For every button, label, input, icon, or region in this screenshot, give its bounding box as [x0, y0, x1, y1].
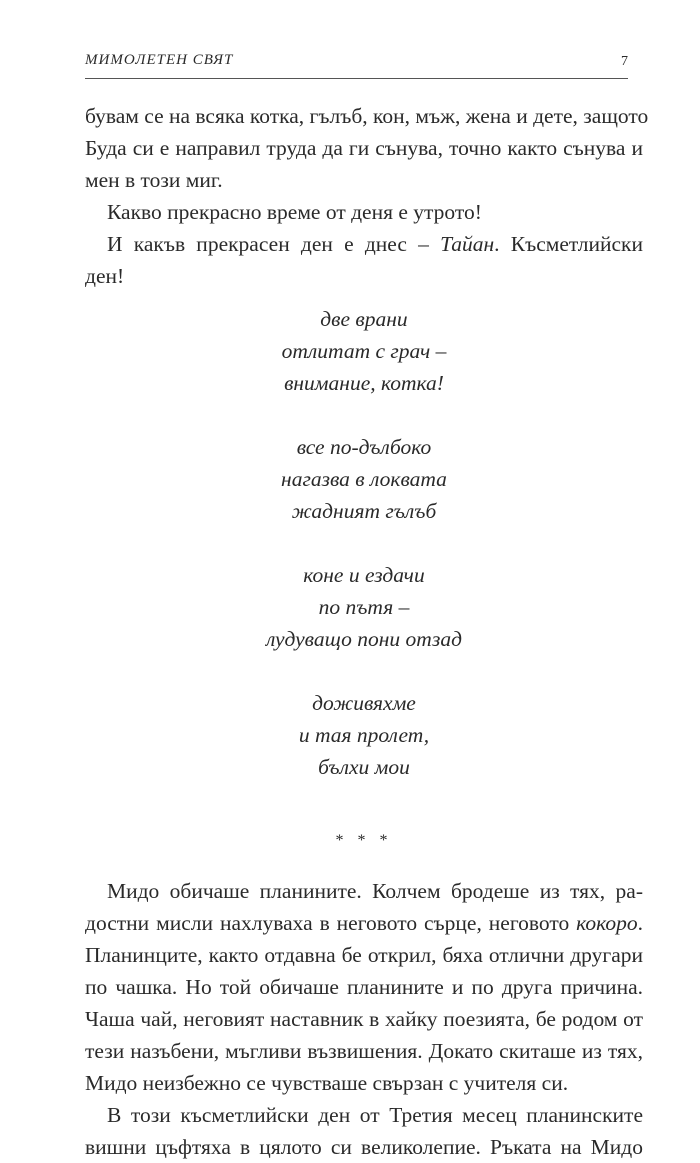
haiku-line: бълхи мои: [318, 755, 410, 779]
text-line: бувам се на всяка котка, гълъб, кон, мъж, жена и дете, защото: [85, 104, 649, 128]
text-run: . Късметлийски: [494, 232, 643, 256]
text-line: по чашка. Но той обичаше планините и по друга причина.: [85, 975, 643, 999]
haiku-stanza: [85, 303, 643, 399]
paragraph-2: [85, 196, 643, 228]
haiku-stanza: [85, 431, 643, 527]
text-line: ден!: [85, 264, 125, 288]
text-line: В този късметлийски ден от Третия месец планинските: [107, 1103, 643, 1127]
text-line: Мидо неизбежно се чувстваше свързан с учителя си.: [85, 1071, 569, 1095]
text-run: .: [637, 911, 643, 935]
haiku-line: коне и ездачи: [303, 563, 425, 587]
text-run: достни мисли нахлуваха в неговото сърце, неговото: [85, 911, 577, 935]
text-run: И какъв прекрасен ден е днес –: [107, 232, 441, 256]
haiku-line: жадният гълъб: [291, 499, 437, 523]
haiku-stanza: [85, 687, 643, 783]
haiku-line: лудуващо пони отзад: [265, 627, 463, 651]
paragraph-1: [85, 100, 649, 196]
text-line: Какво прекрасно време от деня е утрото!: [107, 200, 482, 224]
haiku-line: по пътя –: [318, 595, 410, 619]
text-line: [85, 907, 643, 939]
italic-term: Тайан: [440, 232, 495, 256]
running-title: МИМОЛЕТЕН СВЯТ: [85, 52, 234, 68]
haiku-stanza: [85, 559, 643, 655]
text-line: вишни цъфтяха в цялото си великолепие. Ръката на Мидо: [85, 1135, 643, 1159]
text-line: Планинците, както отдавна бе открил, бяха отлични другари: [85, 943, 643, 967]
page-header: [85, 48, 628, 79]
haiku-line: доживяхме: [312, 691, 416, 715]
text-line: [85, 228, 643, 260]
text-line: Чаша чай, неговият наставник в хайку поезията, бе родом от: [85, 1007, 643, 1031]
text-line: мен в този миг.: [85, 168, 223, 192]
page-body: [85, 100, 649, 1163]
haiku-list: [85, 303, 643, 783]
section-separator: * * *: [335, 832, 393, 849]
haiku-line: две врани: [320, 307, 408, 331]
text-line: тези назъбени, мъгливи възвишения. Докато скиташе из тях,: [85, 1039, 643, 1063]
page-number: 7: [621, 54, 628, 69]
haiku-line: внимание, котка!: [284, 371, 444, 395]
haiku-line: все по-дълбоко: [296, 435, 432, 459]
paragraph-3: [85, 228, 643, 292]
haiku-line: отлитат с грач –: [281, 339, 447, 363]
paragraph-4: [85, 875, 643, 1099]
haiku-line: нагазва в локвата: [281, 467, 447, 491]
text-line: Мидо обичаше планините. Колчем бродеше из тях, ра-: [107, 879, 643, 903]
haiku-line: и тая пролет,: [298, 723, 430, 747]
italic-term: кокоро: [576, 911, 638, 935]
text-line: Буда си е направил труда да ги сънува, точно както сънува и: [85, 136, 643, 160]
paragraph-5: [85, 1099, 643, 1163]
